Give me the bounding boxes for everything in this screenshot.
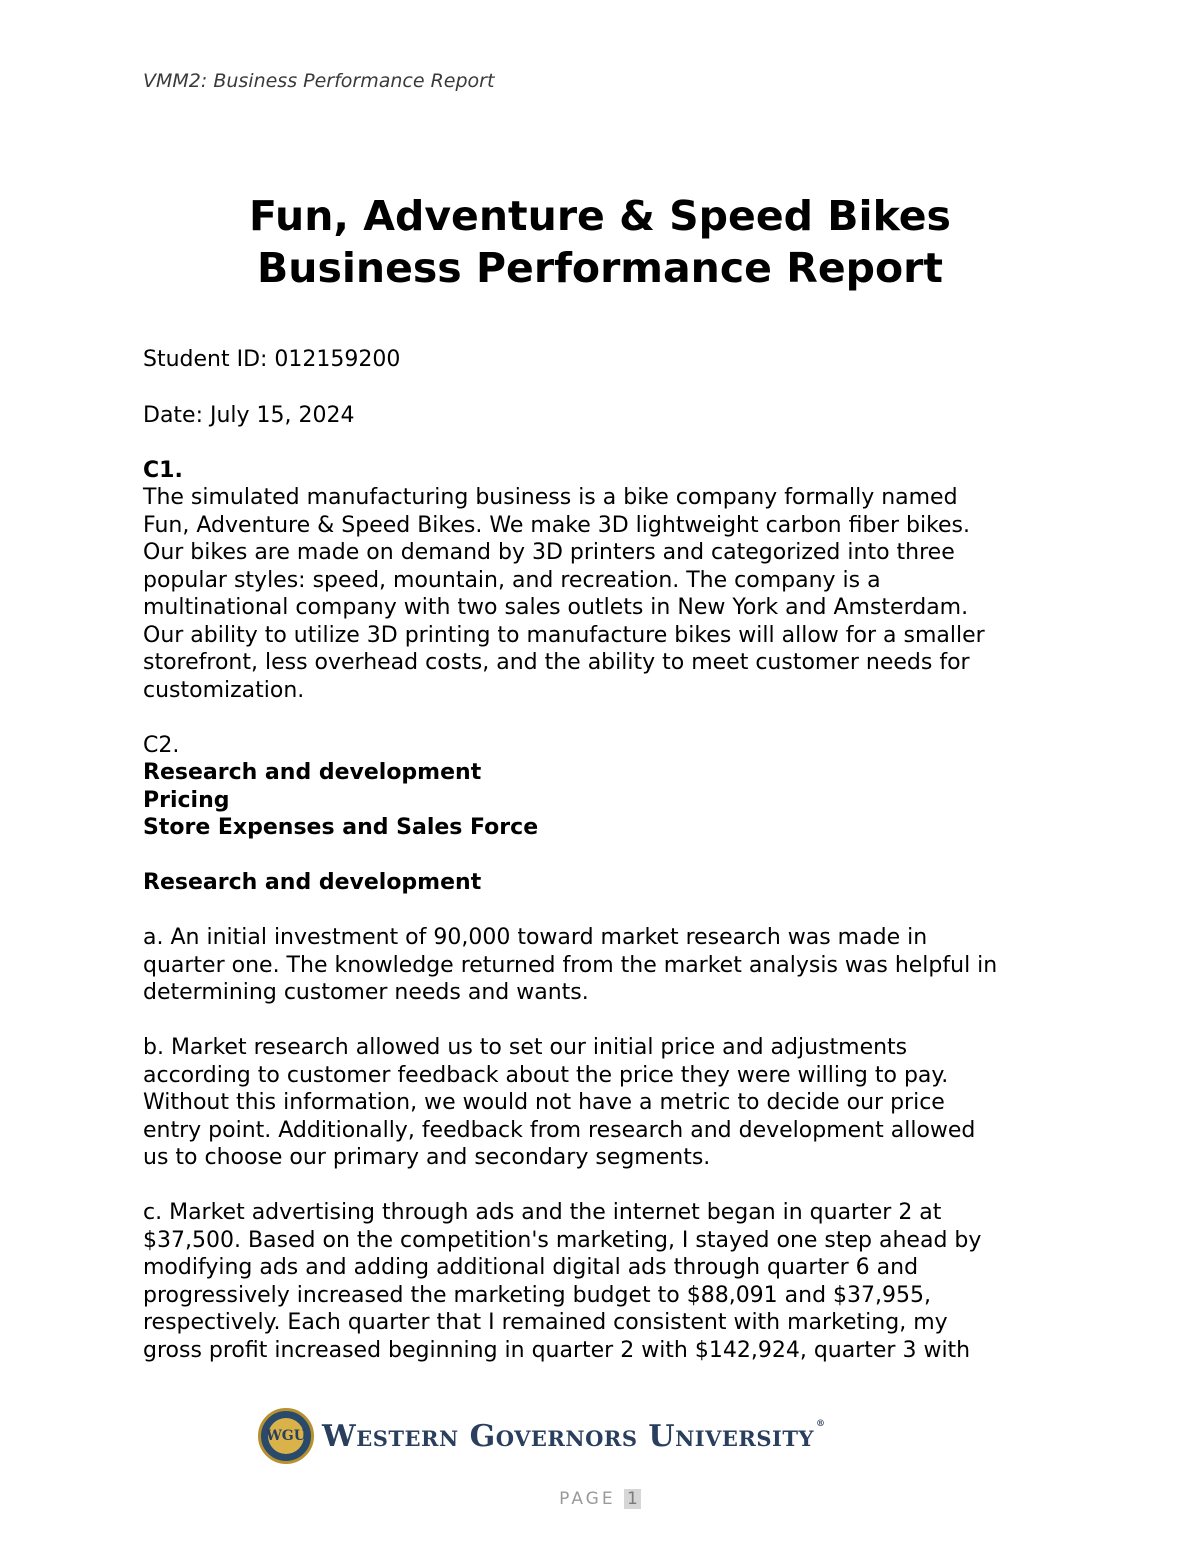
para-c-line: modifying ads and adding additional digital ads through quarter 6 and (143, 1255, 919, 1280)
page-number: 1 (624, 1489, 641, 1509)
title-line-2: Business Performance Report (257, 244, 943, 292)
para-b-line: entry point. Additionally, feedback from research and development allowed (143, 1118, 976, 1143)
c1-line: multinational company with two sales outlets in New York and Amsterdam. (143, 595, 969, 620)
university-wordmark (322, 1419, 825, 1454)
para-b-line: us to choose our primary and secondary segments. (143, 1145, 711, 1170)
para-b-line: b. Market research allowed us to set our initial price and adjustments (143, 1035, 908, 1060)
page-header: VMM2: Business Performance Report (143, 70, 495, 92)
para-c-line: progressively increased the marketing budget to $88,091 and $37,955, (143, 1283, 932, 1308)
c1-line: Our ability to utilize 3D printing to manufacture bikes will allow for a smaller (143, 623, 985, 648)
student-id: Student ID: 012159200 (143, 347, 401, 372)
wgu-logo (258, 1408, 825, 1464)
c1-line: Our bikes are made on demand by 3D printers and categorized into three (143, 540, 955, 565)
para-b-line: according to customer feedback about the price they were willing to pay. (143, 1063, 949, 1088)
section-c1-heading: C1. (143, 458, 183, 483)
para-b-line: Without this information, we would not have a metric to decide our price (143, 1090, 945, 1115)
para-c-line: respectively. Each quarter that I remained consistent with marketing, my (143, 1310, 948, 1335)
para-c-line: c. Market advertising through ads and the internet began in quarter 2 at (143, 1200, 942, 1225)
trademark-symbol: ® (815, 1418, 826, 1429)
c1-line: storefront, less overhead costs, and the ability to meet customer needs for (143, 650, 970, 675)
rd-heading: Research and development (143, 870, 482, 895)
page-number-footer (0, 1489, 1200, 1509)
wordmark-text: Western Governors University (322, 1418, 814, 1454)
document-title (0, 190, 1200, 294)
para-a-line: quarter one. The knowledge returned from the market analysis was helpful in (143, 953, 998, 978)
title-line-1: Fun, Adventure & Speed Bikes (249, 192, 951, 240)
section-c2-heading: C2. (143, 733, 180, 758)
para-a-line: a. An initial investment of 90,000 toward market research was made in (143, 925, 928, 950)
date: Date: July 15, 2024 (143, 403, 355, 428)
page-label: PAGE (559, 1489, 616, 1509)
para-c-line: $37,500. Based on the competition's marketing, I stayed one step ahead by (143, 1228, 982, 1253)
c1-line: popular styles: speed, mountain, and recreation. The company is a (143, 568, 881, 593)
c2-item: Research and development (143, 760, 482, 785)
c1-line: Fun, Adventure & Speed Bikes. We make 3D lightweight carbon fiber bikes. (143, 513, 971, 538)
university-seal-icon (258, 1408, 314, 1464)
para-a-line: determining customer needs and wants. (143, 980, 589, 1005)
seal-text: WGU (268, 1418, 304, 1454)
c1-line: The simulated manufacturing business is a bike company formally named (143, 485, 958, 510)
c1-line: customization. (143, 678, 305, 703)
para-c-line: gross profit increased beginning in quarter 2 with $142,924, quarter 3 with (143, 1338, 971, 1363)
c2-item: Store Expenses and Sales Force (143, 815, 539, 840)
c2-item: Pricing (143, 788, 230, 813)
